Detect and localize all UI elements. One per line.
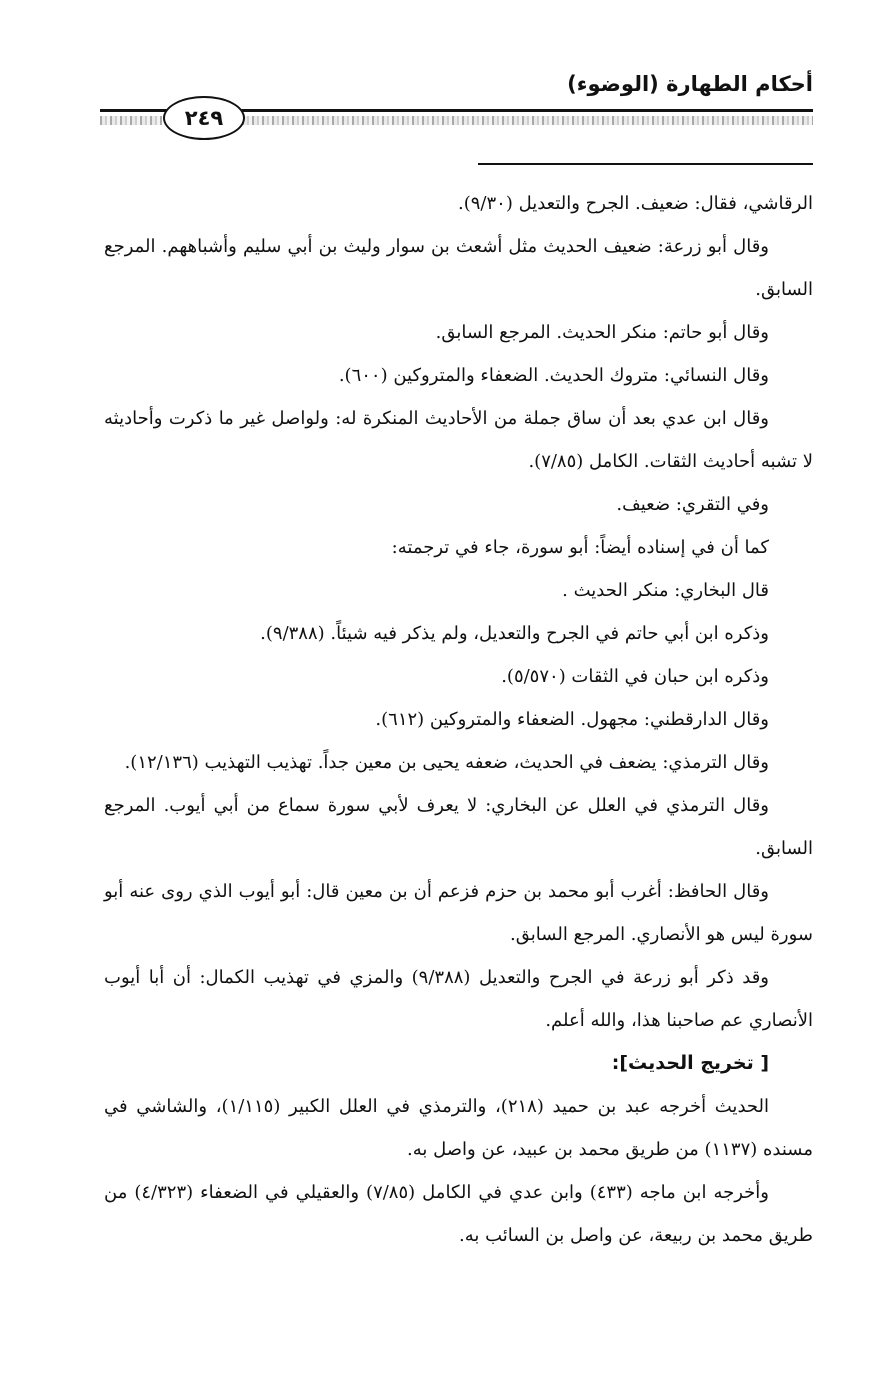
header-ornament-left <box>100 116 162 125</box>
header-ornament-right <box>232 116 813 125</box>
section-heading: [ تخريج الحديث]: <box>611 1052 769 1074</box>
paragraph: وقال ابن عدي بعد أن ساق جملة من الأحاديث المنكرة له: ولواصل غير ما ذكرت وأحاديثه لا تشبه أحاديث الثقات. الكامل (٧/٨٥). <box>104 408 813 472</box>
paragraph: وقال الترمذي في العلل عن البخاري: لا يعرف لأبي سورة سماع من أبي أيوب. المرجع السابق. <box>104 795 813 859</box>
paragraph: وقال النسائي: متروك الحديث. الضعفاء والمتروكين (٦٠٠). <box>338 365 769 386</box>
paragraph: وفي التقري: ضعيف. <box>616 494 769 515</box>
paragraph: وقال أبو حاتم: منكر الحديث. المرجع السابق. <box>435 322 769 343</box>
paragraph: وقال الدارقطني: مجهول. الضعفاء والمتروكين (٦١٢). <box>375 709 769 730</box>
book-title: أحكام الطهارة (الوضوء) <box>567 72 813 96</box>
paragraph: قال البخاري: منكر الحديث . <box>562 580 769 601</box>
paragraph: وذكره ابن حبان في الثقات (٥/٥٧٠). <box>501 666 769 687</box>
paragraph: وقال أبو زرعة: ضعيف الحديث مثل أشعث بن سوار وليث بن أبي سليم وأشباههم. المرجع السابق. <box>104 236 813 300</box>
paragraph: وقال الحافظ: أغرب أبو محمد بن حزم فزعم أن بن معين قال: أبو أيوب الذي روى عنه أبو سورة ليس هو الأنصاري. المرجع السابق. <box>104 881 813 945</box>
footnote-separator <box>478 163 813 165</box>
page-number: ٢٤٩ <box>163 96 245 140</box>
paragraph: وقال الترمذي: يضعف في الحديث، ضعفه يحيى بن معين جداً. تهذيب التهذيب (١٢/١٣٦). <box>124 752 769 773</box>
paragraph: وقد ذكر أبو زرعة في الجرح والتعديل (٩/٣٨٨) والمزي في تهذيب الكمال: أن أبا أيوب الأنصاري عم صاحبنا هذا، والله أعلم. <box>104 967 813 1031</box>
paragraph: الحديث أخرجه عبد بن حميد (٢١٨)، والترمذي في العلل الكبير (١/١١٥)، والشاشي في مسنده (١١٣٧) من طريق محمد بن عبيد، عن واصل به. <box>104 1096 813 1160</box>
footnote-text <box>104 182 813 1257</box>
paragraph: وذكره ابن أبي حاتم في الجرح والتعديل، ولم يذكر فيه شيئاً. (٩/٣٨٨). <box>260 623 769 644</box>
paragraph: الرقاشي، فقال: ضعيف. الجرح والتعديل (٩/٣٠). <box>458 193 813 214</box>
paragraph: كما أن في إسناده أيضاً: أبو سورة، جاء في ترجمته: <box>391 537 769 558</box>
paragraph: وأخرجه ابن ماجه (٤٣٣) وابن عدي في الكامل (٧/٨٥) والعقيلي في الضعفاء (٤/٣٢٣) من طريق محمد بن ربيعة، عن واصل بن السائب به. <box>104 1182 813 1246</box>
